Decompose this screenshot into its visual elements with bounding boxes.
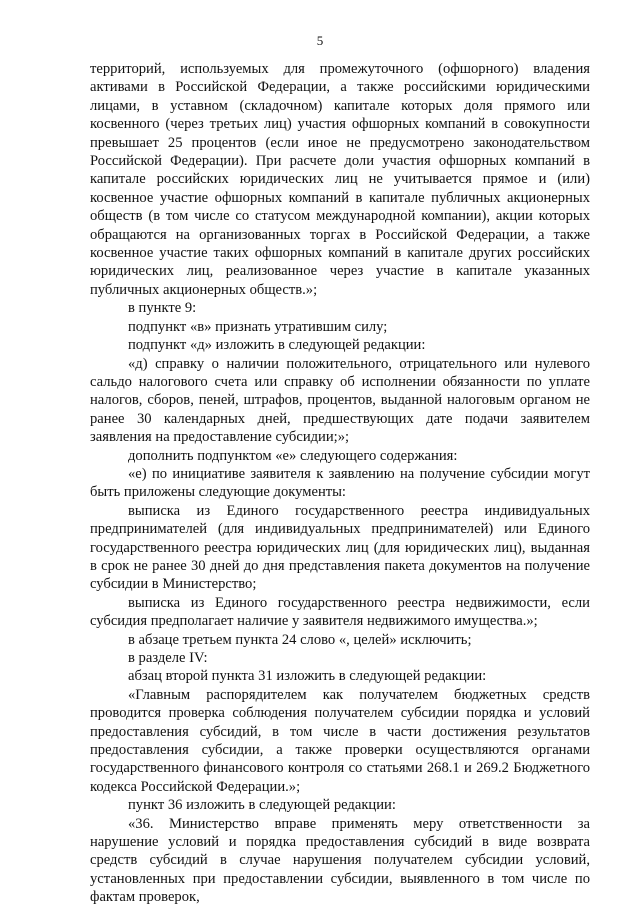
- page-number: 5: [316, 33, 324, 48]
- paragraph: в абзаце третьем пункта 24 слово «, целей» исключить;: [128, 631, 472, 648]
- paragraph: дополнить подпунктом «е» следующего содержания:: [128, 447, 458, 464]
- paragraph: в пункте 9:: [128, 300, 197, 317]
- paragraph: абзац второй пункта 31 изложить в следующей редакции:: [128, 668, 487, 685]
- paragraph: подпункт «в» признать утратившим силу;: [128, 318, 388, 335]
- paragraph: «Главным распорядителем как получателем бюджетных средств проводится проверка соблюдения получателем субсидии порядка и условий предоставления субсидий, в том числе в части достижения результатов предоставления субсидии, а также проверки осуществляются органами государственного финансового контроля со статьями 268.1 и 269.2 Бюджетного кодекса Российской Федерации.»;: [90, 686, 590, 795]
- paragraph: территорий, используемых для промежуточного (офшорного) владения активами в Российской Федерации, а также российскими юридическими лицами, в уставном (складочном) капитале которых доля прямого или косвенного (через третьих лиц) участия офшорных компаний в совокупности превышает 25 процентов (если иное не предусмотрено законодательством Российской Федерации). При расчете доли участия офшорных компаний в капитале российских юридических лиц не учитывается прямое и (или) косвенное участие офшорных компаний в капитале публичных акционерных обществ (в том числе со статусом международной компании), акции которых обращаются на организованных торгах в Российской Федерации, а также косвенное участие таких офшорных компаний в капитале других российских юридических лиц, реализованное через участие в капитале указанных публичных акционерных обществ.»;: [90, 61, 590, 298]
- paragraph: подпункт «д» изложить в следующей редакции:: [128, 337, 426, 354]
- paragraph: «д) справку о наличии положительного, отрицательного или нулевого сальдо налогового счета или справку об исполнении обязанности по уплате налогов, сборов, пеней, штрафов, процентов, выданной налоговым органом не ранее 30 календарных дней, предшествующих дате подачи заявителем заявления на предоставление субсидии;»;: [90, 355, 590, 446]
- paragraph: выписка из Единого государственного реестра индивидуальных предпринимателей (для индивидуальных предпринимателей) или Единого государственного реестра юридических лиц (для юридических лиц), выданная в срок не ранее 30 дней до дня представления пакета документов на получение субсидии в Министерство;: [90, 502, 590, 593]
- paragraph: «е) по инициативе заявителя к заявлению на получение субсидии могут быть приложены следующие документы:: [90, 465, 590, 501]
- paragraph: в разделе IV:: [128, 650, 208, 666]
- paragraph: пункт 36 изложить в следующей редакции:: [128, 797, 396, 814]
- paragraph: выписка из Единого государственного реестра недвижимости, если субсидия предполагает наличие у заявителя недвижимого имущества.»;: [90, 594, 590, 630]
- document-body: [90, 60, 590, 907]
- paragraph: «36. Министерство вправе применять меру ответственности за нарушение условий и порядка предоставления субсидий в виде возврата средств субсидий в случае нарушения получателем субсидии условий, установленных при предоставлении субсидии, выявленного в том числе по фактам проверок,: [90, 815, 590, 906]
